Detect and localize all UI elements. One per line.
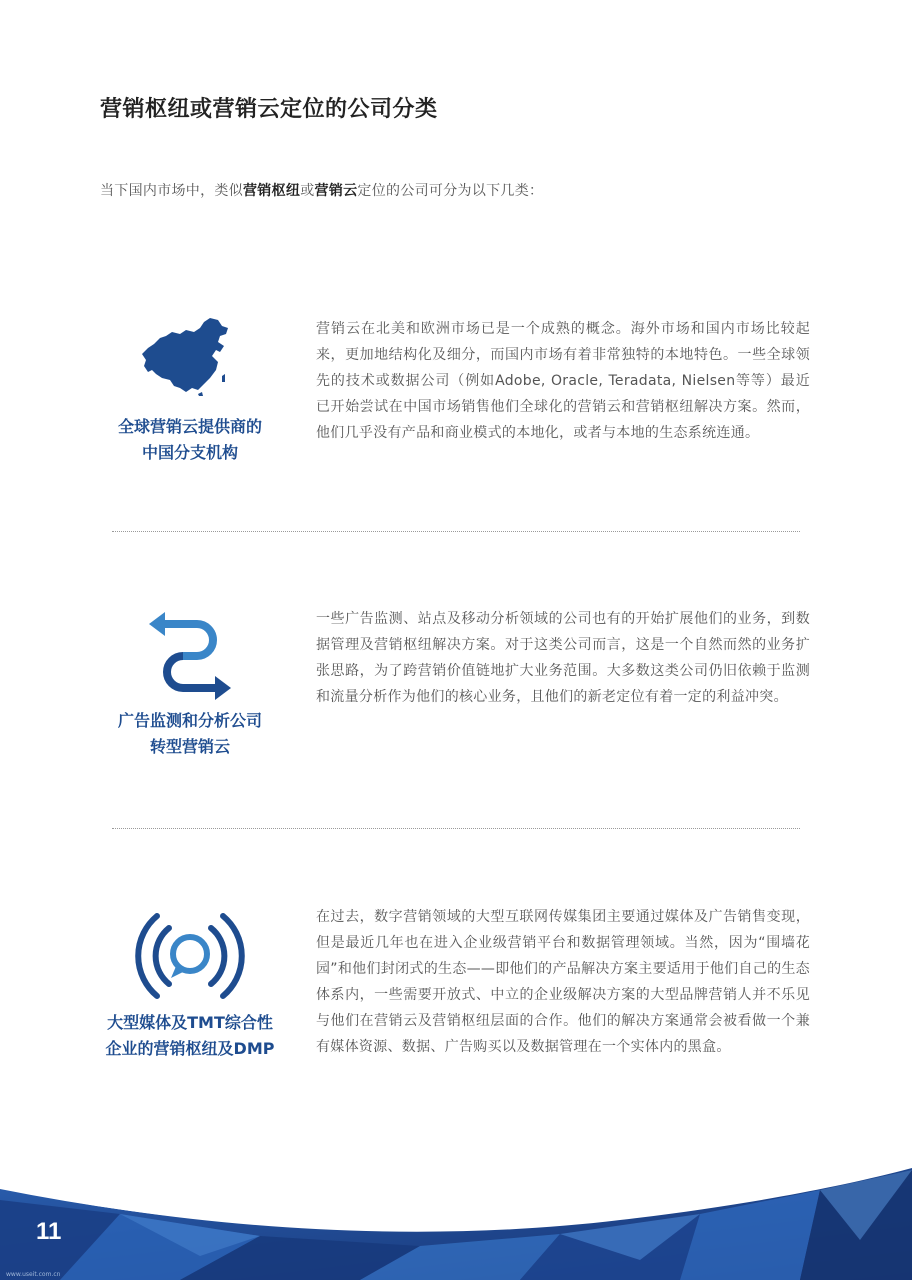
- category-ad-analytics: [100, 610, 812, 770]
- china-map-icon: [140, 316, 240, 396]
- category-description: 在过去，数字营销领域的大型互联网传媒集团主要通过媒体及广告销售变现，但是最近几年也在进入企业级营销平台和数据管理领域。当然，因为“围墙花园”和他们封闭式的生态——即他们的产品解决方案主要适用于他们自己的生态体系内，一些需要开放式、中立的企业级解决方案的大型品牌营销人并不乐见与他们在营销云及营销枢纽层面的合作。他们的解决方案通常会被看做一个兼有媒体资源、数据、广告购买以及数据管理在一个实体内的黑盒。: [316, 909, 810, 1055]
- category-label: 广告监测和分析公司 转型营销云: [117, 711, 262, 756]
- intro-text: 当下国内市场中，类似营销枢纽或营销云定位的公司可分为以下几类：: [100, 183, 544, 199]
- category-heading: [100, 610, 280, 760]
- polygon-wave-decoration: [0, 1160, 912, 1280]
- category-description: 营销云在北美和欧洲市场已是一个成熟的概念。海外市场和国内市场比较起来，更加地结构化及细分，而国内市场有着非常独特的本地特色。一些全球领先的技术或数据公司（例如Adobe, Oracle, Teradata, Nielsen等等）最近已开始尝试在中国市场销售他们全球化的营销云和营销枢纽解决方案。然而，他们几乎没有产品和商业模式的本地化，或者与本地的生态系统连通。: [316, 321, 810, 441]
- section-divider: [112, 828, 800, 829]
- watermark: www.useit.com.cn: [6, 1271, 61, 1278]
- category-media-tmt: [100, 908, 812, 1078]
- broadcast-chat-icon: [135, 908, 245, 1004]
- u-turn-arrows-icon: [145, 610, 235, 702]
- page-title: 营销枢纽或营销云定位的公司分类: [100, 97, 438, 122]
- category-label: 全球营销云提供商的 中国分支机构: [117, 417, 262, 462]
- category-global-providers: [100, 316, 812, 486]
- intro-term-cloud: 营销云: [314, 183, 358, 199]
- category-description: 一些广告监测、站点及移动分析领域的公司也有的开始扩展他们的业务，到数据管理及营销枢纽解决方案。对于这类公司而言，这是一个自然而然的业务扩张思路，为了跨营销价值链地扩大业务范围。大多数这类公司仍旧依赖于监测和流量分析作为他们的核心业务，且他们的新老定位有着一定的利益冲突。: [316, 611, 810, 705]
- footer-decoration: [0, 1160, 912, 1280]
- section-divider: [112, 531, 800, 532]
- category-heading: [100, 908, 280, 1062]
- page-number: 11: [36, 1218, 62, 1245]
- category-label: 大型媒体及TMT综合性 企业的营销枢纽及DMP: [105, 1013, 275, 1058]
- intro-term-hub: 营销枢纽: [243, 183, 301, 199]
- category-heading: [100, 316, 280, 466]
